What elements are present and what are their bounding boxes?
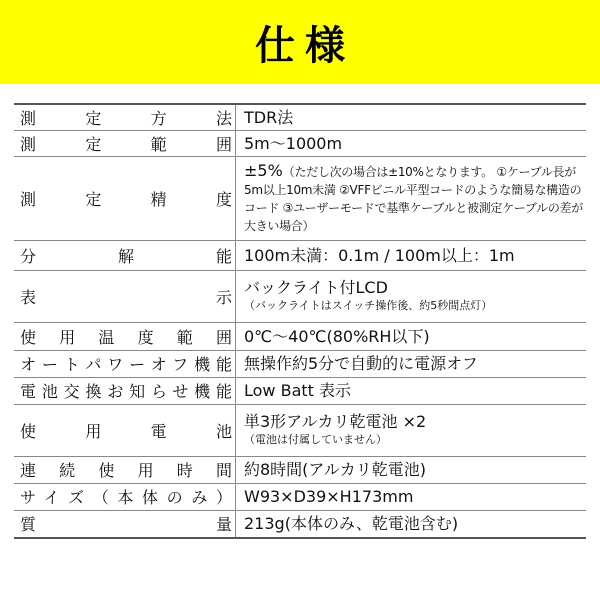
row-value: 213g(本体のみ、乾電池含む) <box>244 514 459 534</box>
row-value: 100m未満：0.1m / 100m以上：1m <box>244 245 515 265</box>
row-label: 連続使用時間 <box>14 456 236 483</box>
row-label: サイズ（本体のみ） <box>14 483 236 510</box>
row-note: （バックライトはスイッチ操作後、約5秒間点灯） <box>244 299 493 312</box>
row-label: 分解能 <box>14 240 236 270</box>
row-value: バックライト付LCD <box>244 278 388 297</box>
table-row <box>14 240 586 270</box>
row-label: 電池交換お知らせ機能 <box>14 377 236 404</box>
row-value: Low Batt 表示 <box>244 381 352 400</box>
row-value: 単3形アルカリ乾電池 ×2 <box>244 412 427 431</box>
page-title: 仕様 <box>255 22 355 69</box>
row-label: 測定方法 <box>14 104 236 130</box>
table-row <box>14 377 586 404</box>
table-row <box>14 510 586 538</box>
table-row <box>14 404 586 456</box>
row-label: 測定精度 <box>14 156 236 240</box>
table-row <box>14 456 586 483</box>
row-label: 使用電池 <box>14 404 236 456</box>
row-value: ±5% <box>244 160 283 180</box>
table-row <box>14 483 586 510</box>
row-value: W93×D39×H173mm <box>244 487 414 506</box>
spec-table <box>14 103 586 539</box>
table-row <box>14 350 586 377</box>
row-value: TDR法 <box>244 107 294 127</box>
table-row <box>14 322 586 350</box>
row-value: 0℃〜40℃(80%RH以下) <box>244 326 430 346</box>
table-row <box>14 156 586 240</box>
row-note: （ただし次の場合は±10%となります。 ①ケーブル長が5m以上10m未満 ②VFFビニル平型コードのような簡易な構造のコード ③ユーザーモードで基準ケーブルと被測定ケーブルの差が大きい場合） <box>244 164 583 233</box>
row-value: 無操作約5分で自動的に電源オフ <box>244 354 478 373</box>
table-row <box>14 104 586 130</box>
row-label: 表示 <box>14 270 236 322</box>
row-label: オートパワーオフ機能 <box>14 350 236 377</box>
header-banner <box>0 0 600 84</box>
row-note: （電池は付属していません） <box>244 433 387 446</box>
row-value: 約8時間(アルカリ乾電池) <box>244 460 427 479</box>
table-row <box>14 130 586 156</box>
table-row <box>14 270 586 322</box>
row-label: 測定範囲 <box>14 130 236 156</box>
row-label: 使用温度範囲 <box>14 322 236 350</box>
row-label: 質量 <box>14 510 236 538</box>
row-value: 5m〜1000m <box>244 133 343 153</box>
